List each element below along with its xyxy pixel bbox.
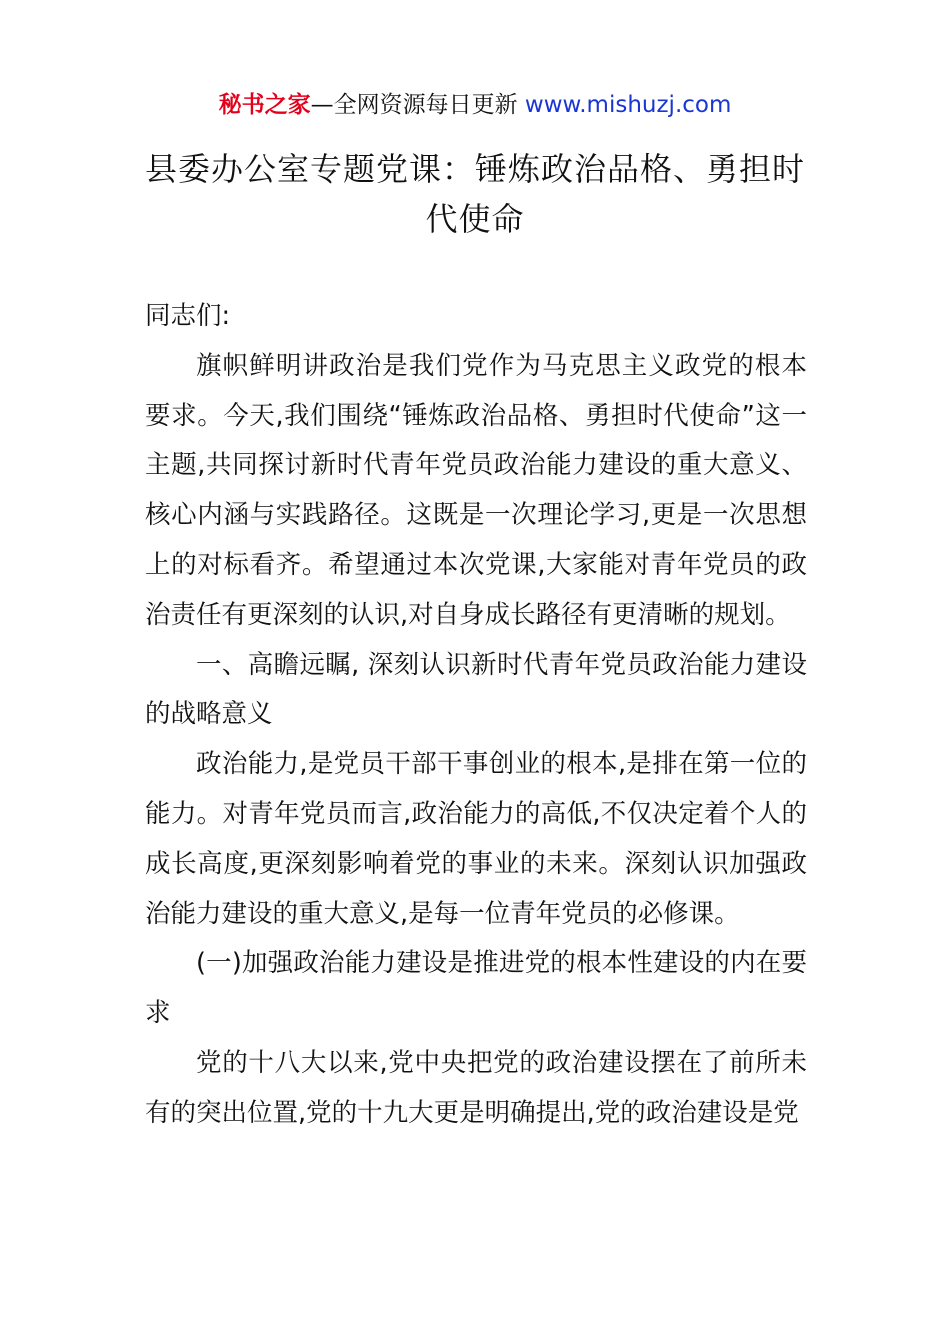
- paragraph-intro: 旗帜鲜明讲政治是我们党作为马克思主义政党的根本要求。今天,我们围绕“锤炼政治品格、勇担时代使命”这一主题,共同探讨新时代青年党员政治能力建设的重大意义、核心内涵与实践路径。这既是一次理论学习,更是一次思想上的对标看齐。希望通过本次党课,大家能对青年党员的政治责任有更深刻的认识,对自身成长路径有更清晰的规划。: [145, 350, 807, 630]
- header-tagline: 全网资源每日更新: [333, 92, 518, 118]
- subsection-heading-1: (一)加强政治能力建设是推进党的根本性建设的内在要求: [145, 948, 807, 1029]
- section-heading-1: 一、高瞻远瞩, 深刻认识新时代青年党员政治能力建设的战略意义: [145, 649, 807, 730]
- brand-name: 秘书之家: [218, 92, 311, 118]
- site-url-link[interactable]: www.mishuzj.com: [524, 92, 732, 118]
- paragraph-subsection-1: 党的十八大以来,党中央把党的政治建设摆在了前所未有的突出位置,党的十九大更是明确提出,党的政治建设是党: [145, 1047, 807, 1128]
- paragraph-section-1: 政治能力,是党员干部干事创业的根本,是排在第一位的能力。对青年党员而言,政治能力的高低,不仅决定着个人的成长高度,更深刻影响着党的事业的未来。深刻认识加强政治能力建设的重大意义,是每一位青年党员的必修课。: [145, 749, 807, 929]
- document-body: [145, 292, 807, 1139]
- site-header: [0, 88, 950, 122]
- document-title: 县委办公室专题党课：锤炼政治品格、勇担时代使命: [145, 150, 806, 238]
- header-dash: —: [310, 92, 334, 118]
- salutation: 同志们:: [145, 301, 231, 331]
